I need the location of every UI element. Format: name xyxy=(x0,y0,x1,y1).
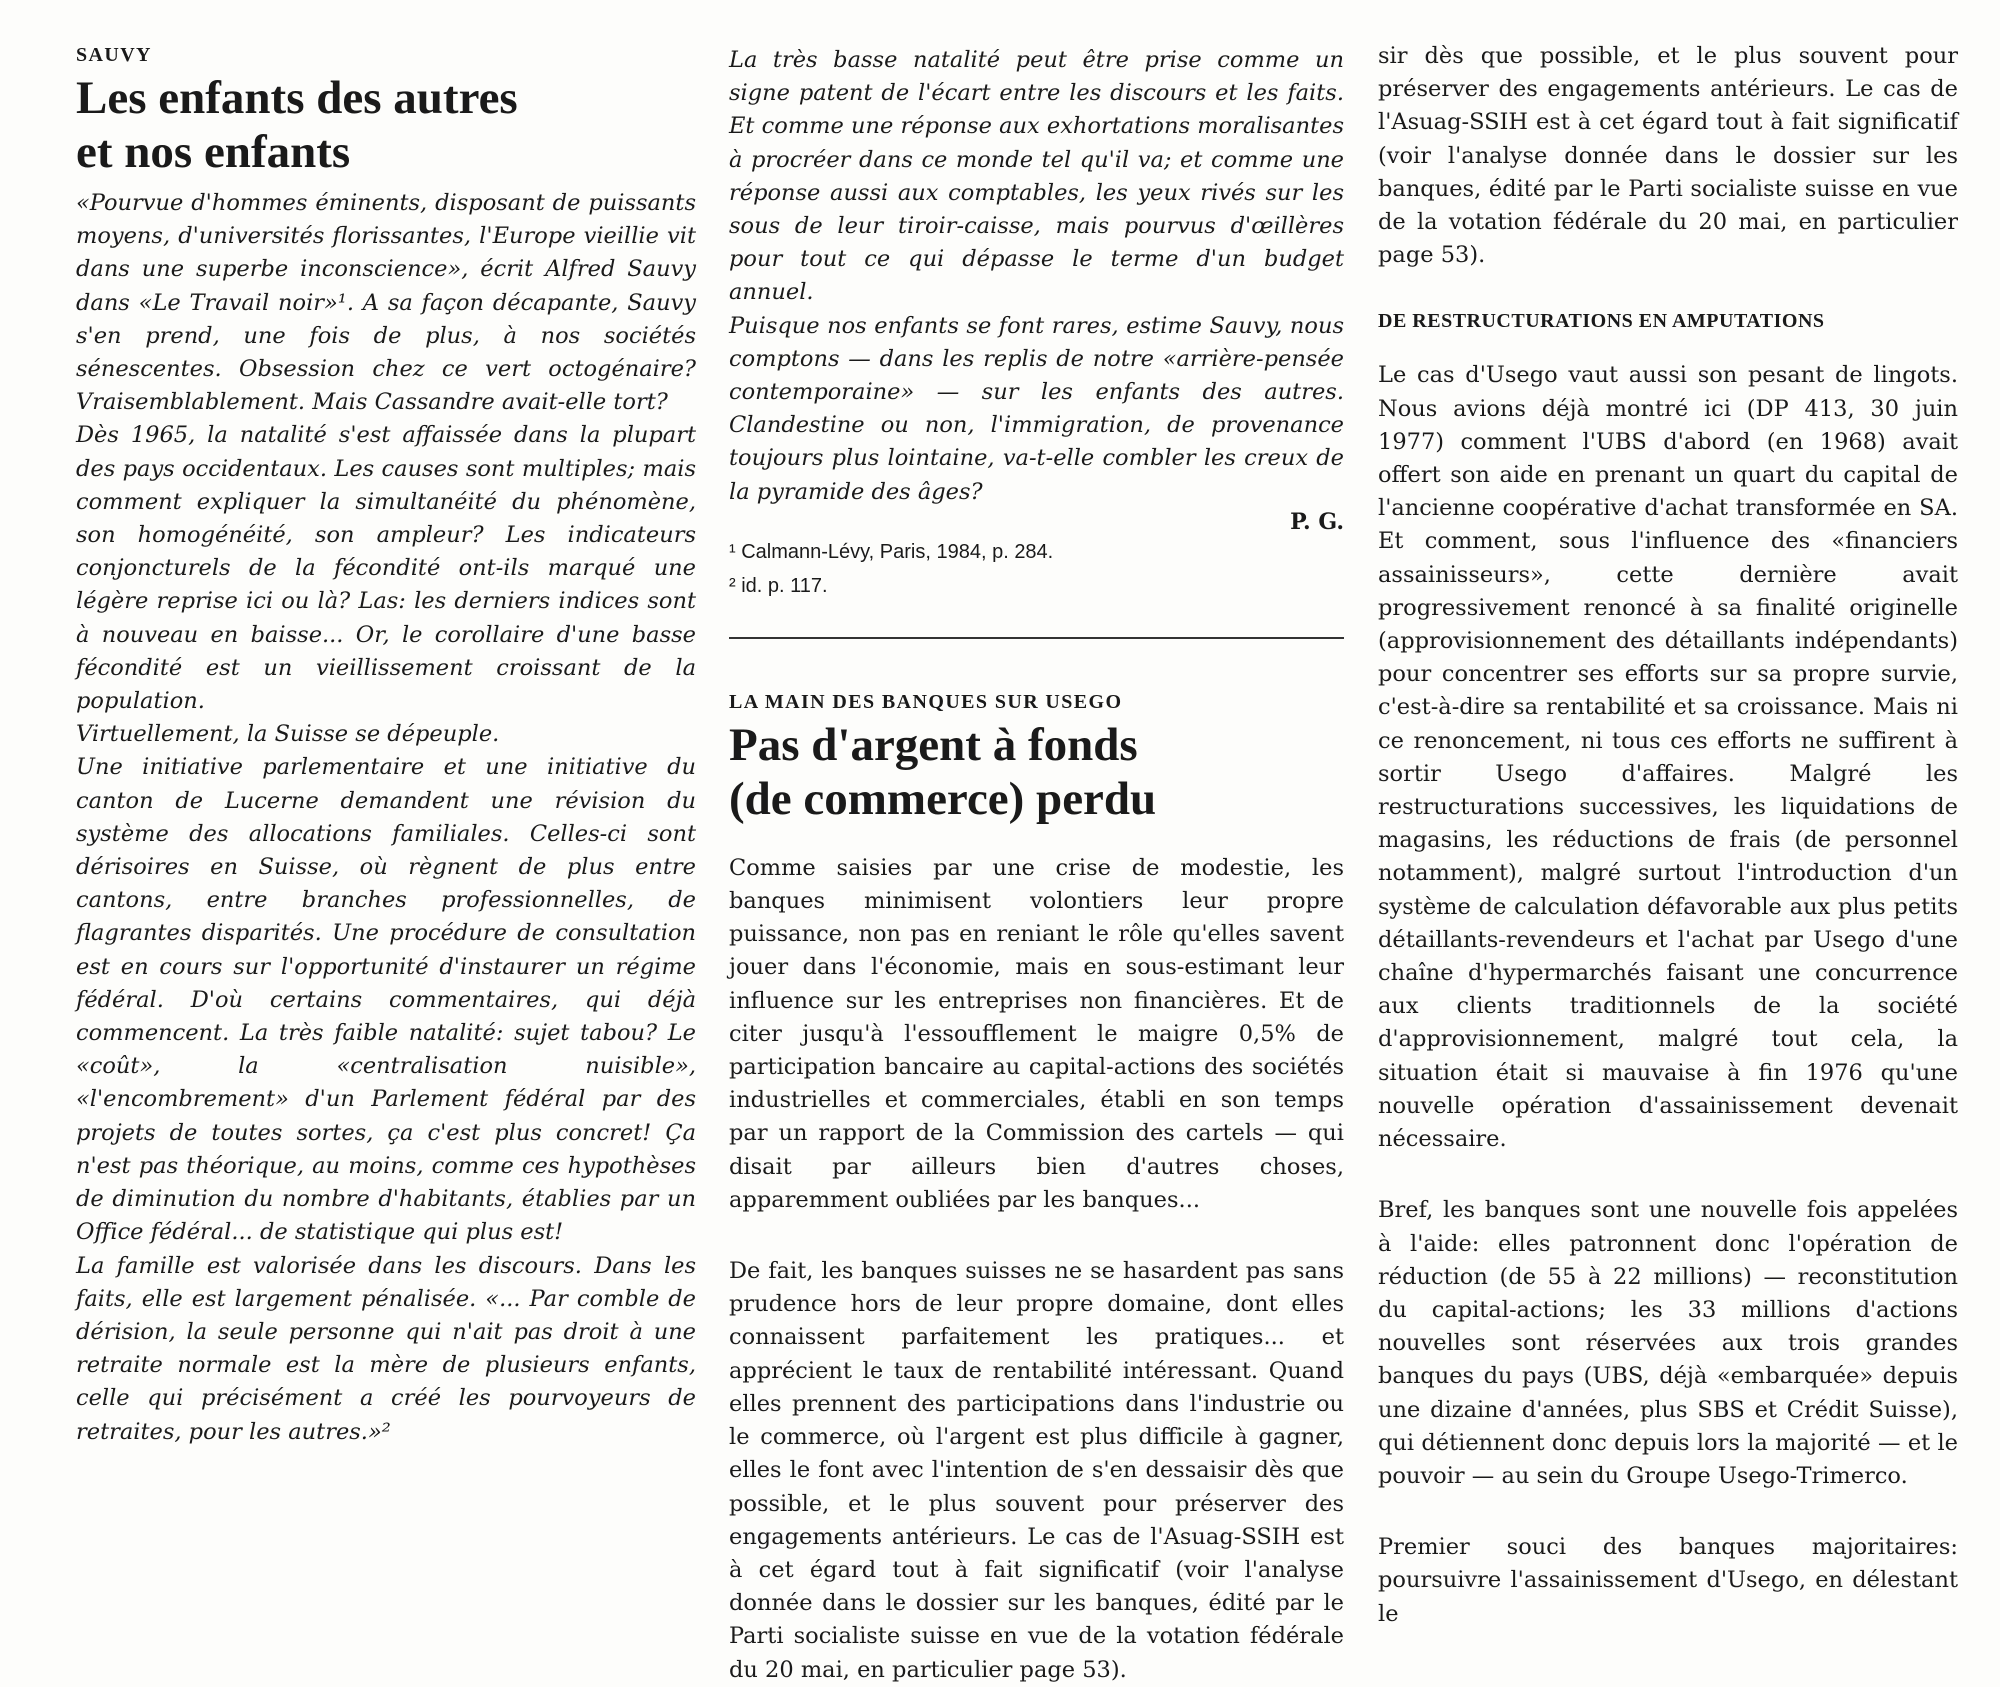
article-title-line: (de commerce) perdu xyxy=(729,772,1157,825)
article-title-line: Les enfants des autres xyxy=(76,72,518,124)
article-paragraph: Virtuellement, la Suisse se dépeuple. xyxy=(76,721,500,748)
article-paragraph: Puisque nos enfants se font rares, estime Sauvy, nous comptons — dans les replis de notre «arrière-pensée contemporaine» — sur les enfants des autres. Clandestine ou non, l'immigration, de provenance toujours plus lointaine, va-t-elle combler les creux de la pyramide des âges? xyxy=(729,312,1344,505)
section-subheading: DE RESTRUCTURATIONS EN AMPUTATIONS xyxy=(1378,310,1825,333)
article-paragraph: De fait, les banques suisses ne se hasardent pas sans prudence hors de leur propre domaine, dont elles connaissent parfaitement les pratiques... et apprécient le taux de rentabilité intéressant. Quand elles prennent des participations dans l'industrie ou le commerce, où l'argent est plus difficile à gagner, elles le font avec l'intention de s'en dessaisir dès que possible, et le plus souvent pour préserver des engagements antérieurs. Le cas de l'Asuag-SSIH est à cet égard tout à fait significatif (voir l'analyse donnée dans le dossier sur les banques, édité par le Parti socialiste suisse en vue de la votation fédérale du 20 mai, en particulier page 53). xyxy=(729,1258,1344,1683)
column-2 xyxy=(729,44,1344,1683)
article-paragraph: «Pourvue d'hommes éminents, disposant de puissants moyens, d'universités florissantes, l'Europe vieillie vit dans une superbe inconscience», écrit Alfred Sauvy dans «Le Travail noir»¹. A sa façon décapante, Sauvy s'en prend, une fois de plus, à nos sociétés sénescentes. Obsession chez ce vert octogénaire? Vraisemblablement. Mais Cassandre avait-elle tort? xyxy=(76,190,696,416)
article-paragraph: Dès 1965, la natalité s'est affaissée dans la plupart des pays occidentaux. Les causes sont multiples; mais comment expliquer la simultanéité du phénomène, son homogénéité, son ampleur? Les indicateurs conjoncturels de la fécondité ont-ils marqué une légère reprise ici ou là? Las: les derniers indices sont à nouveau en baisse... Or, le corollaire d'une basse fécondité est un vieillissement croissant de la population. xyxy=(76,422,696,715)
column-3 xyxy=(1378,40,1958,1631)
article-paragraph: Premier souci des banques majoritaires: poursuivre l'assainissement d'Usego, en délestant le xyxy=(1378,1534,1958,1627)
article-paragraph-continued: sir dès que possible, et le plus souvent pour préserver des engagements antérieurs. Le cas de l'Asuag-SSIH est à cet égard tout à fait significatif (voir l'analyse donnée dans le dossier sur les banques, édité par le Parti socialiste suisse en vue de la votation fédérale du 20 mai, en particulier page 53). xyxy=(1378,43,1958,269)
article-paragraph: Comme saisies par une crise de modestie, les banques minimisent volontiers leur propre puissance, non pas en reniant le rôle qu'elles savent jouer dans l'économie, mais en sous-estimant leur influence sur les entreprises non financières. Et de citer jusqu'à l'essoufflement le maigre 0,5% de participation bancaire au capital-actions des sociétés industrielles et commerciales, établi en son temps par un rapport de la Commission des cartels — qui disait par ailleurs bien d'autres choses, apparemment oubliées par les banques... xyxy=(729,854,1344,1213)
article-signature: P. G. xyxy=(1290,508,1344,535)
article-title-line: Pas d'argent à fonds xyxy=(729,718,1138,771)
footnote: ² id. p. 117. xyxy=(729,574,828,597)
article-kicker: LA MAIN DES BANQUES SUR USEGO xyxy=(729,690,1123,713)
article-title xyxy=(729,718,1344,826)
article-kicker: SAUVY xyxy=(76,44,152,66)
article-paragraph: Le cas d'Usego vaut aussi son pesant de lingots. Nous avions déjà montré ici (DP 413, 30 juin 1977) comment l'UBS d'abord (en 1968) avait offert son aide en prenant un quart du capital de l'ancienne coopérative d'achat transformée en SA. Et comment, sous l'influence des «financiers assainisseurs», cette dernière avait progressivement renoncé à sa finalité originelle (approvisionnement des détaillants indépendants) pour concentrer ses efforts sur sa propre survie, c'est-à-dire sa rentabilité et sa croissance. Mais ni ce renoncement, ni tous ces efforts ne suffirent à sortir Usego d'affaires. Malgré les restructurations successives, les liquidations de magasins, les réductions de frais (de personnel notamment), malgré surtout l'introduction d'un système de calculation défavorable aux plus petits détaillants-revendeurs et l'achat par Usego d'une chaîne d'hypermarchés faisant une concurrence aux clients traditionnels de la société d'approvisionnement, malgré tout cela, la situation était si mauvaise à fin 1976 qu'une nouvelle opération d'assainissement devenait nécessaire. xyxy=(1378,362,1958,1153)
footnote: ¹ Calmann-Lévy, Paris, 1984, p. 284. xyxy=(729,540,1054,563)
article-title-line: et nos enfants xyxy=(76,126,351,178)
article-title xyxy=(76,71,696,179)
column-1 xyxy=(76,44,696,1449)
article-paragraph: Une initiative parlementaire et une initiative du canton de Lucerne demandent une révision du système des allocations familiales. Celles-ci sont dérisoires en Suisse, où règnent de plus entre cantons, entre branches professionnelles, de flagrantes disparités. Une procédure de consultation est en cours sur l'opportunité d'instaurer un régime fédéral. D'où certains commentaires, qui déjà commencent. La très faible natalité: sujet tabou? Le «coût», la «centralisation nuisible», «l'encombrement» d'un Parlement fédéral par des projets de toutes sortes, ça c'est plus concret! Ça n'est pas théorique, au moins, comme ces hypothèses de diminution du nombre d'habitants, établies par un Office fédéral... de statistique qui plus est! xyxy=(76,754,696,1246)
article-paragraph: Bref, les banques sont une nouvelle fois appelées à l'aide: elles patronnent donc l'opération de réduction (de 55 à 22 millions) — reconstitution du capital-actions; les 33 millions d'actions nouvelles sont réservées aux trois grandes banques du pays (UBS, déjà «embarquée» depuis une dizaine d'années, plus SBS et Crédit Suisse), qui détiennent donc depuis lors la majorité — et le pouvoir — au sein du Groupe Usego-Trimerco. xyxy=(1378,1197,1958,1489)
article-paragraph: La très basse natalité peut être prise comme un signe patent de l'écart entre les discours et les faits. Et comme une réponse aux exhortations moralisantes à procréer dans ce monde tel qu'il va; et comme une réponse aussi aux comptables, les yeux rivés sur les sous de leur tiroir-caisse, mais pourvus d'œillères pour tout ce qui dépasse le terme d'un budget annuel. xyxy=(729,47,1344,306)
article-divider xyxy=(729,637,1344,639)
article-paragraph: La famille est valorisée dans les discours. Dans les faits, elle est largement pénalisée. «... Par comble de dérision, la seule personne qui n'ait pas droit à une retraite normale est la mère de plusieurs enfants, celle qui précisément a créé les pourvoyeurs de retraites, pour les autres.»² xyxy=(76,1252,696,1445)
